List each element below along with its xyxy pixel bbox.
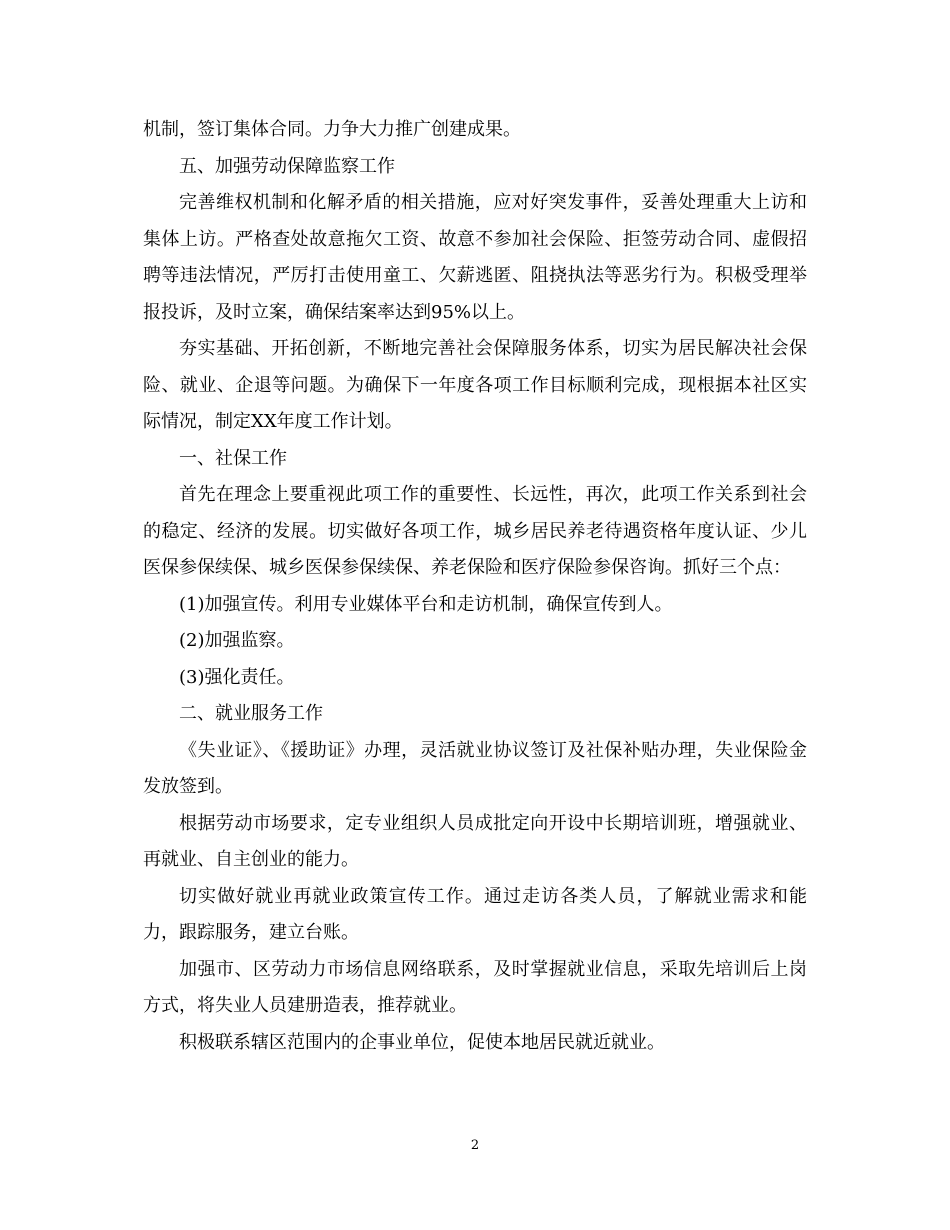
paragraph: 首先在理念上要重视此项工作的重要性、长远性，再次，此项工作关系到社会的稳定、经济的发展。切实做好各项工作，城乡居民养老待遇资格年度认证、少儿医保参保续保、城乡医保参保续保、养老保险和医疗保险参保咨询。抓好三个点：: [143, 484, 807, 578]
document-body: [143, 112, 807, 1061]
paragraph: 积极联系辖区范围内的企事业单位，促使本地居民就近就业。: [179, 1031, 665, 1053]
paragraph-continuation: 机制，签订集体合同。力争大力推广创建成果。: [143, 119, 521, 140]
paragraph: 加强市、区劳动力市场信息网络联系，及时掌握就业信息，采取先培训后上岗方式，将失业人员建册造表，推荐就业。: [143, 958, 807, 1016]
paragraph: 完善维权机制和化解矛盾的相关措施，应对好突发事件，妥善处理重大上访和集体上访。严格查处故意拖欠工资、故意不参加社会保险、拒签劳动合同、虚假招聘等违法情况，严厉打击使用童工、欠薪逃匿、阻挠执法等恶劣行为。积极受理举报投诉，及时立案，确保结案率达到95%以上。: [143, 192, 807, 323]
list-item: (1)加强宣传。利用专业媒体平台和走访机制，确保宣传到人。: [179, 593, 673, 615]
page-number: 2: [470, 1138, 480, 1153]
section-heading-five: 五、加强劳动保障监察工作: [179, 155, 395, 177]
paragraph: 切实做好就业再就业政策宣传工作。通过走访各类人员，了解就业需求和能力，跟踪服务，建立台账。: [143, 885, 807, 943]
list-item: (3)强化责任。: [179, 666, 295, 688]
section-heading-two: 二、就业服务工作: [179, 703, 323, 724]
paragraph: 《失业证》、《援助证》办理，灵活就业协议签订及社保补贴办理，失业保险金发放签到。: [143, 739, 807, 797]
paragraph: 根据劳动市场要求，定专业组织人员成批定向开设中长期培训班，增强就业、再就业、自主创业的能力。: [143, 812, 807, 870]
paragraph: 夯实基础、开拓创新，不断地完善社会保障服务体系，切实为居民解决社会保险、就业、企退等问题。为确保下一年度各项工作目标顺利完成，现根据本社区实际情况，制定XX年度工作计划。: [143, 338, 807, 432]
list-item: (2)加强监察。: [179, 630, 295, 651]
section-heading-one: 一、社保工作: [179, 447, 287, 469]
